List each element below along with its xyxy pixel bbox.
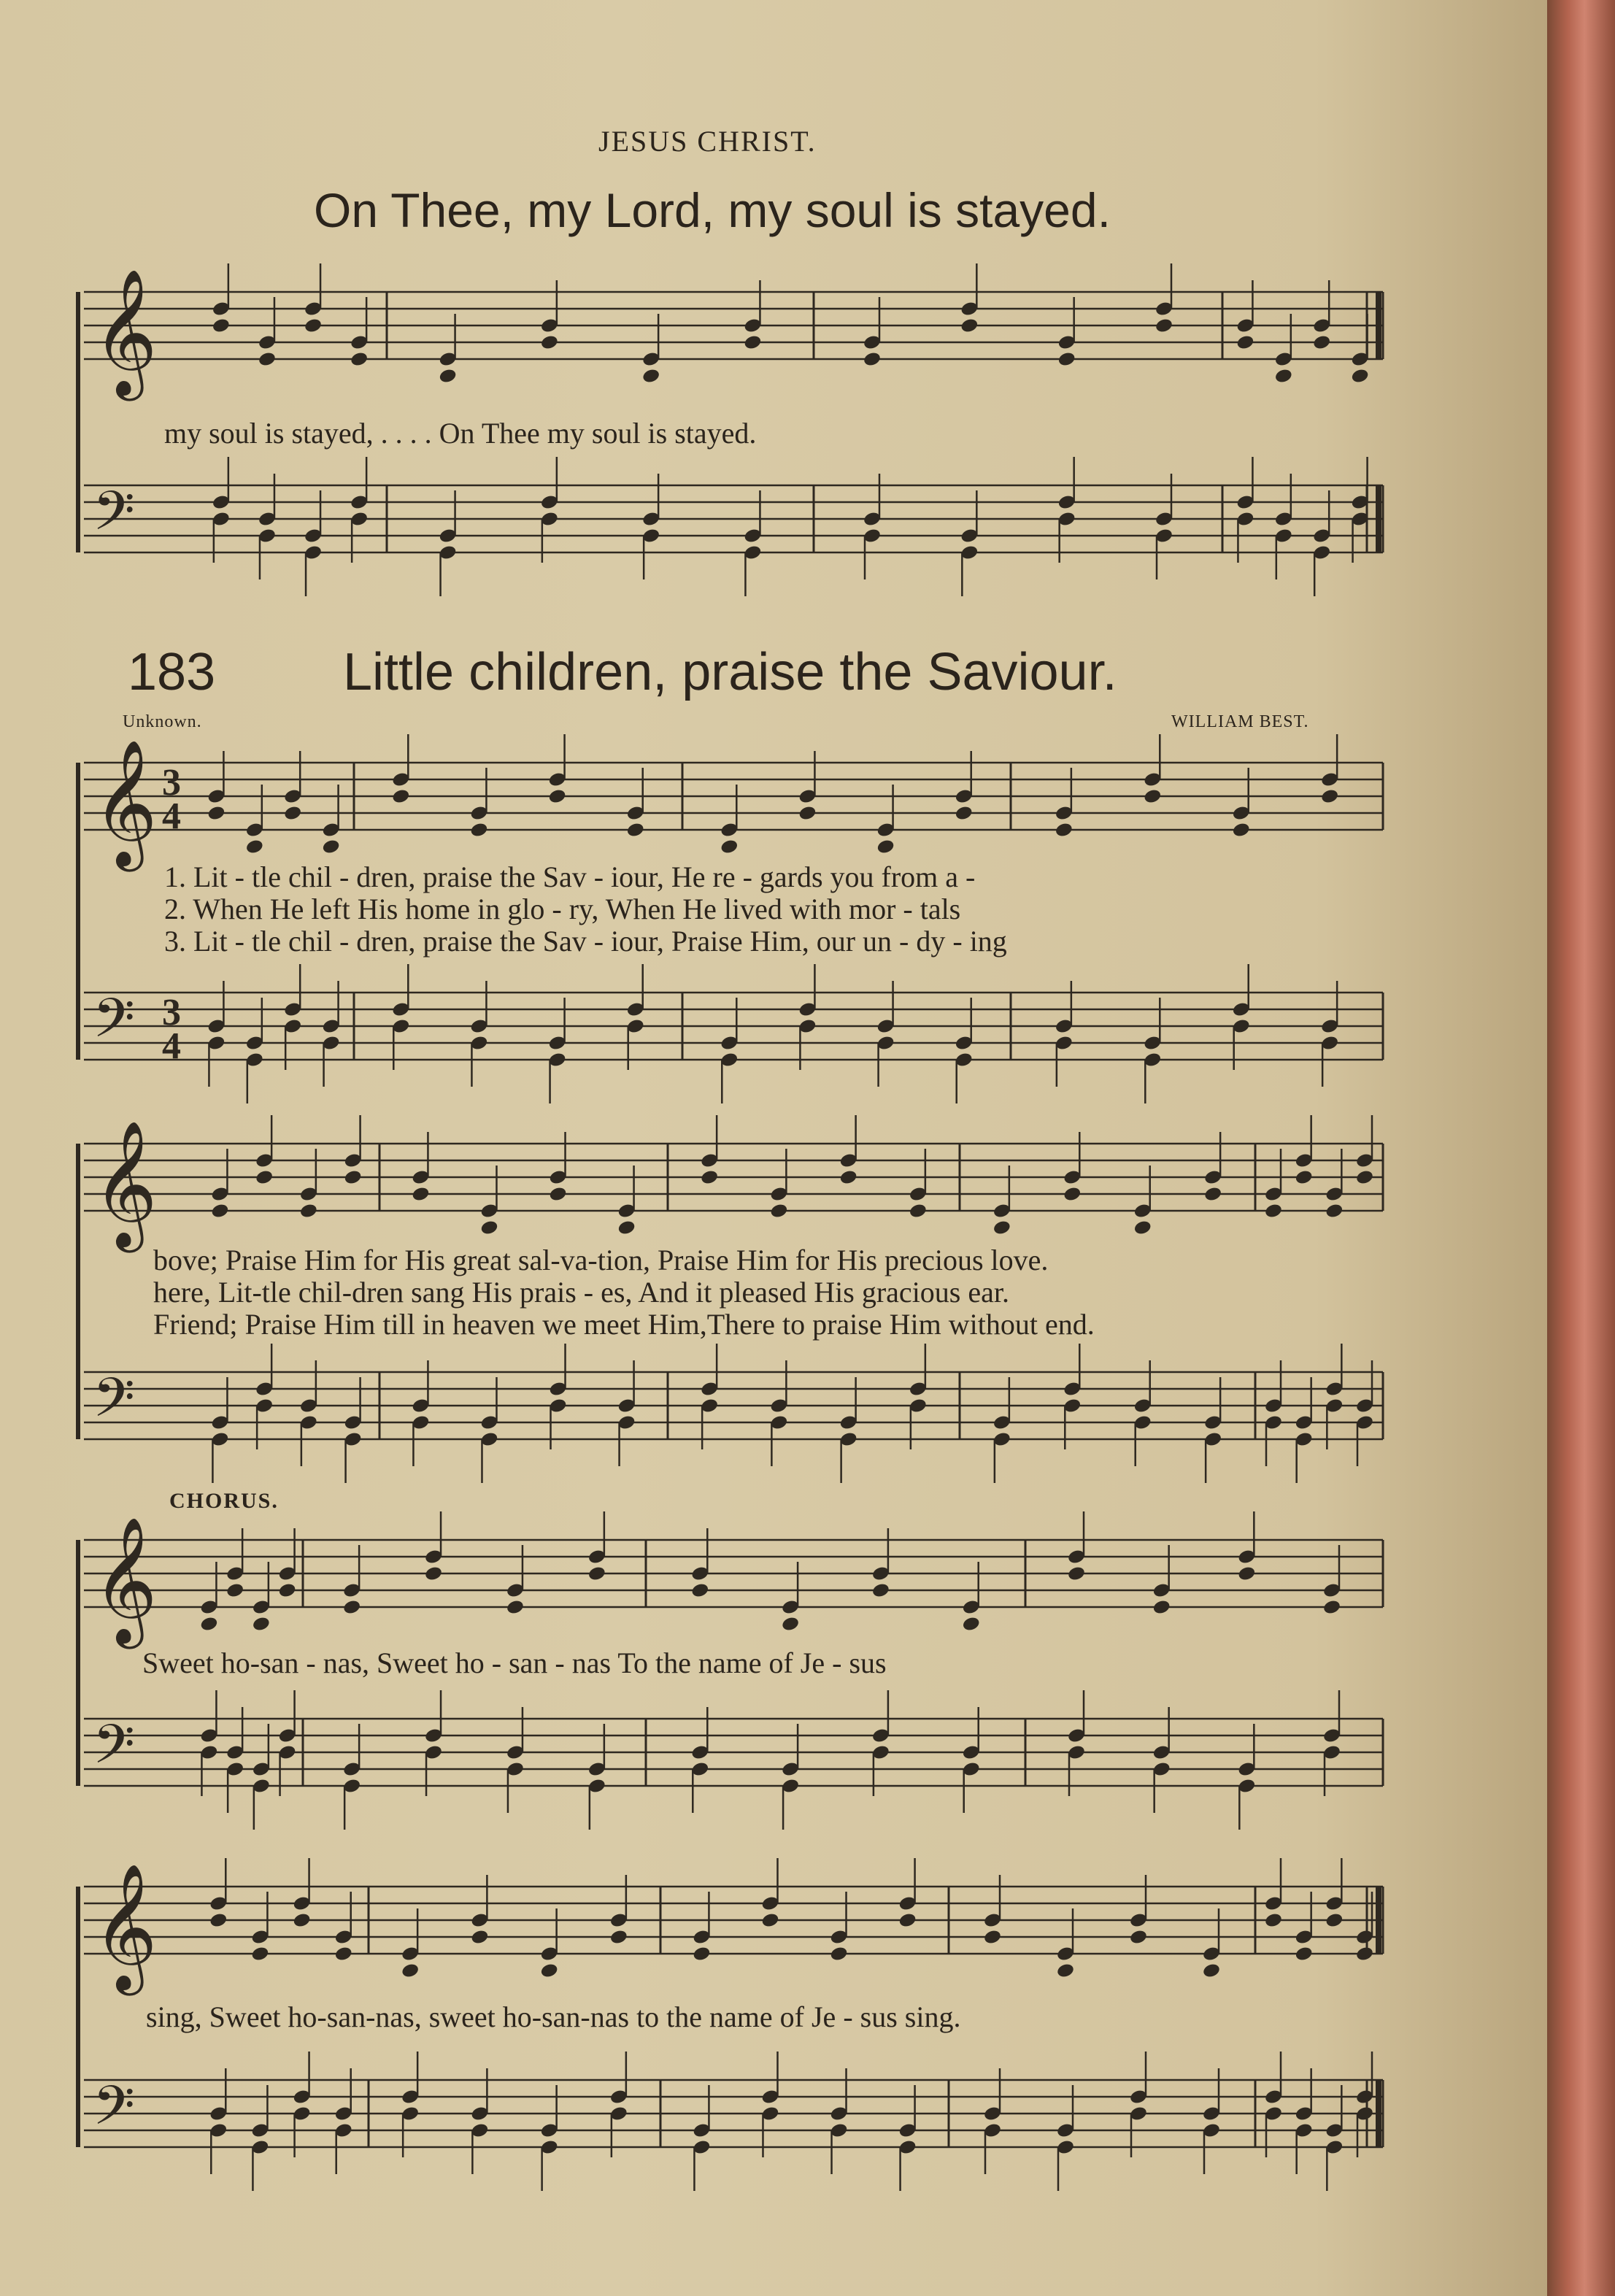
stanza-2-line-2: here, Lit-tle chil-dren sang His prais - es, And it pleased His gracious ear. — [153, 1276, 1009, 1309]
note-head — [245, 839, 264, 855]
note-head — [1133, 1220, 1152, 1236]
note-head — [304, 317, 323, 334]
previous-hymn-lyric: my soul is stayed, . . . . On Thee my soul is stayed. — [164, 417, 757, 450]
note-head — [1152, 1599, 1171, 1616]
note-head — [1057, 351, 1076, 368]
note-head — [1325, 1912, 1344, 1929]
note-head — [252, 1616, 271, 1633]
note-head — [1129, 1929, 1148, 1946]
bass-clef: 𝄢 — [93, 1366, 135, 1443]
note-head — [876, 839, 895, 855]
chorus-lyric-line-2: sing, Sweet ho-san-nas, sweet ho-san-nas to the name of Je - sus sing. — [146, 2000, 961, 2033]
chorus-lyric-line-1: Sweet ho-san - nas, Sweet ho - san - nas To the name of Je - sus — [142, 1646, 887, 1679]
time-signature-top: 3 — [162, 762, 181, 804]
note-head — [277, 1582, 296, 1599]
note-head — [781, 1616, 800, 1633]
note-head — [1355, 1169, 1374, 1186]
note-head — [1264, 1912, 1283, 1929]
note-head — [209, 1912, 228, 1929]
note-head — [479, 1220, 498, 1236]
note-head — [1264, 1203, 1283, 1220]
final-bar — [1376, 1887, 1381, 1954]
note-head — [1295, 1169, 1314, 1186]
note-head — [617, 1220, 636, 1236]
bass-clef: 𝄢 — [93, 987, 135, 1063]
note-head — [626, 822, 645, 839]
stanza-1-line-1: 1. Lit - tle chil - dren, praise the Sav - iour, He re - gards you from a - — [164, 860, 976, 893]
note-head — [424, 1565, 443, 1582]
note-head — [283, 805, 302, 822]
stanza-3-line-2: Friend; Praise Him till in heaven we meet Him,There to praise Him without end. — [153, 1308, 1095, 1341]
note-head — [212, 317, 231, 334]
note-head — [720, 839, 739, 855]
note-head — [743, 334, 762, 351]
note-head — [1236, 334, 1254, 351]
time-signature-top: 3 — [162, 992, 181, 1033]
note-head — [1143, 788, 1162, 805]
note-head — [540, 334, 559, 351]
note-head — [255, 1169, 274, 1186]
final-bar — [1376, 2080, 1381, 2147]
bass-clef: 𝄢 — [93, 1713, 135, 1790]
note-head — [350, 351, 369, 368]
treble-clef: 𝄞 — [93, 1863, 158, 1990]
note-head — [258, 351, 277, 368]
note-head — [690, 1582, 709, 1599]
note-head — [1350, 368, 1369, 385]
note-head — [829, 1946, 848, 1962]
final-bar — [1376, 292, 1381, 359]
note-head — [955, 805, 974, 822]
stanza-3-line-1: 3. Lit - tle chil - dren, praise the Sav - iour, Praise Him, our un - dy - ing — [164, 925, 1007, 958]
note-head — [321, 839, 340, 855]
note-head — [1237, 1565, 1256, 1582]
note-head — [898, 1912, 917, 1929]
note-head — [470, 1929, 489, 1946]
note-head — [863, 351, 882, 368]
note-head — [692, 1946, 711, 1962]
note-head — [839, 1169, 858, 1186]
note-head — [641, 368, 660, 385]
note-head — [983, 1929, 1002, 1946]
note-head — [992, 1220, 1011, 1236]
note-head — [547, 788, 566, 805]
note-head — [1203, 1186, 1222, 1203]
treble-clef: 𝄞 — [93, 739, 158, 866]
treble-clef: 𝄞 — [93, 1120, 158, 1247]
treble-clef: 𝄞 — [93, 1517, 158, 1644]
bass-clef: 𝄢 — [93, 2074, 135, 2151]
stanza-1-line-2: bove; Praise Him for His great sal-va-tion, Praise Him for His precious love. — [153, 1244, 1049, 1276]
running-head: JESUS CHRIST. — [598, 125, 817, 158]
final-bar — [1376, 485, 1381, 552]
note-head — [960, 317, 979, 334]
note-head — [342, 1599, 361, 1616]
note-head — [401, 1962, 420, 1979]
note-head — [343, 1169, 362, 1186]
bass-clef: 𝄢 — [93, 479, 135, 556]
words-credit: Unknown. — [123, 712, 202, 731]
note-head — [292, 1912, 311, 1929]
note-head — [1055, 822, 1074, 839]
note-head — [1202, 1962, 1221, 1979]
note-head — [1232, 822, 1251, 839]
note-head — [871, 1582, 890, 1599]
chorus-label: CHORUS. — [169, 1489, 279, 1513]
note-head — [334, 1946, 353, 1962]
note-head — [1274, 368, 1293, 385]
note-head — [250, 1946, 269, 1962]
note-head — [1295, 1946, 1314, 1962]
note-head — [210, 1203, 229, 1220]
note-head — [760, 1912, 779, 1929]
note-head — [1355, 1946, 1374, 1962]
note-head — [587, 1565, 606, 1582]
previous-hymn-title: On Thee, my Lord, my soul is stayed. — [314, 183, 1111, 237]
note-head — [769, 1203, 788, 1220]
note-head — [411, 1186, 430, 1203]
hymn-title: Little children, praise the Saviour. — [343, 643, 1117, 701]
note-head — [1325, 1203, 1344, 1220]
note-head — [438, 368, 457, 385]
note-head — [391, 788, 410, 805]
note-head — [1312, 334, 1331, 351]
treble-clef: 𝄞 — [93, 269, 158, 396]
note-head — [798, 805, 817, 822]
note-head — [469, 822, 488, 839]
note-head — [299, 1203, 318, 1220]
note-head — [1320, 788, 1339, 805]
time-signature-bottom: 4 — [162, 1025, 181, 1067]
note-head — [700, 1169, 719, 1186]
note-head — [1056, 1962, 1075, 1979]
note-head — [540, 1962, 559, 1979]
note-head — [909, 1203, 928, 1220]
stanza-2-line-1: 2. When He left His home in glo - ry, When He lived with mor - tals — [164, 893, 961, 925]
note-head — [199, 1616, 218, 1633]
music-credit: WILLIAM BEST. — [1171, 712, 1309, 731]
hymn-number: 183 — [128, 643, 216, 701]
note-head — [1063, 1186, 1082, 1203]
note-head — [962, 1616, 981, 1633]
time-signature-bottom: 4 — [162, 795, 181, 837]
note-head — [226, 1582, 244, 1599]
note-head — [548, 1186, 567, 1203]
note-head — [1155, 317, 1173, 334]
note-head — [506, 1599, 525, 1616]
note-head — [1067, 1565, 1086, 1582]
note-head — [207, 805, 226, 822]
note-head — [609, 1929, 628, 1946]
note-head — [1322, 1599, 1341, 1616]
